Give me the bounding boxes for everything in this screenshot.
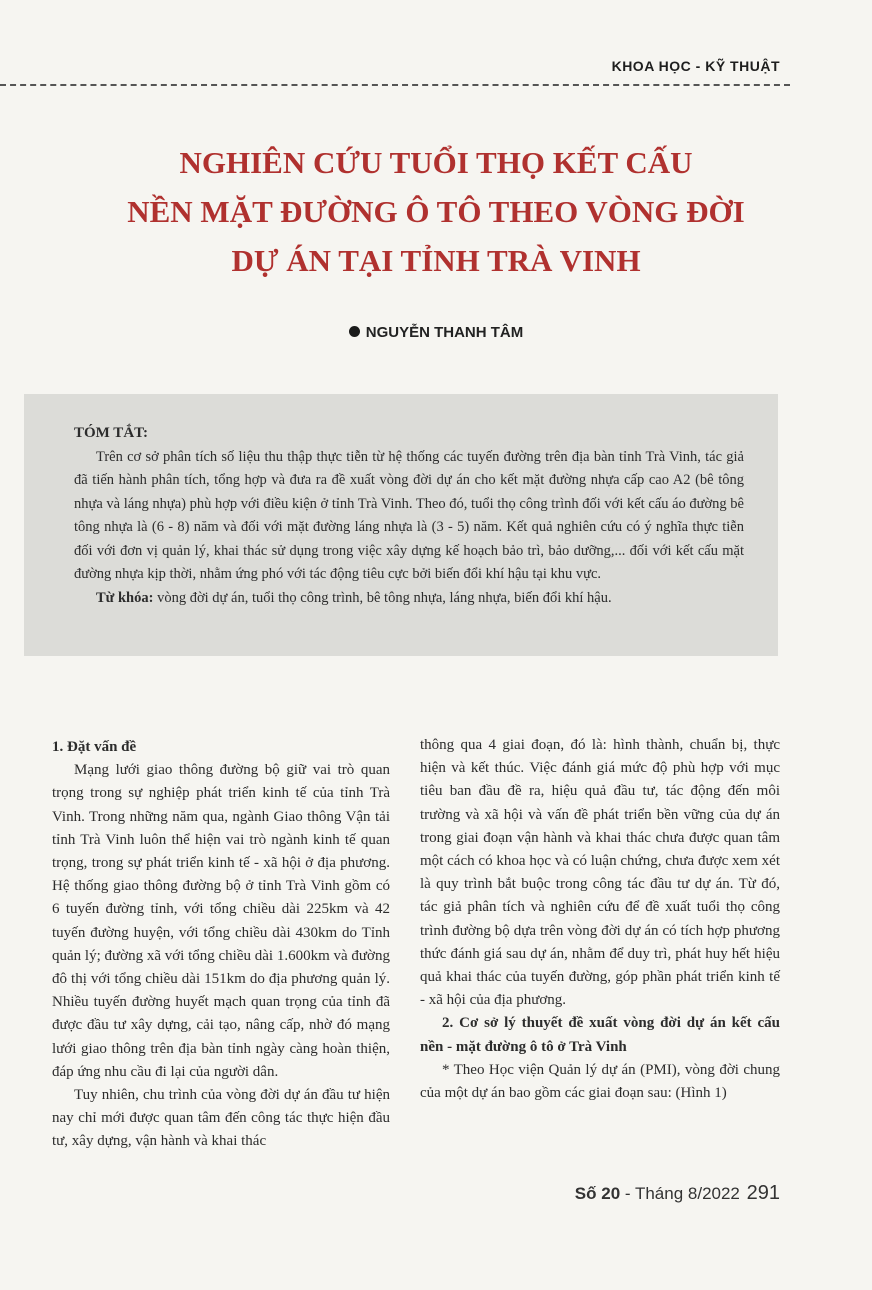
footer-separator: -	[620, 1184, 635, 1203]
page-number: 291	[746, 1182, 780, 1204]
abstract-box	[24, 394, 778, 656]
issue-date: Tháng 8/2022	[634, 1184, 740, 1203]
issue-number: Số 20	[574, 1184, 621, 1203]
bullet-icon	[349, 326, 360, 337]
header-rule	[0, 84, 790, 86]
keywords	[74, 587, 744, 611]
section-2-paragraph-1: * Theo Học viện Quản lý dự án (PMI), vòng đời chung của một dự án bao gồm các giai đoạn sau: (Hình 1)	[420, 1061, 780, 1102]
title-line-2: NỀN MẶT ĐƯỜNG Ô TÔ THEO VÒNG ĐỜI	[127, 194, 745, 229]
author-name: NGUYỄN THANH TÂM	[365, 324, 524, 341]
abstract-content	[74, 422, 744, 610]
section-2-heading: 2. Cơ sở lý thuyết đề xuất vòng đời dự án kết cấu nền - mặt đường ô tô ở Trà Vinh	[420, 1015, 780, 1055]
keywords-label: Từ khóa:	[96, 589, 154, 606]
page-footer	[575, 1182, 780, 1205]
right-column	[420, 734, 780, 1105]
section-1-paragraph-1: Mạng lưới giao thông đường bộ giữ vai trò quan trọng trong sự nghiệp phát triển kinh tế của tỉnh Trà Vinh. Trong những năm qua, ngành Giao thông Vận tải tỉnh Trà Vinh luôn thể hiện vai trò ngành kinh tế quan trọng, trong sự phát triển kinh tế - xã hội ở địa phương. Hệ thống giao thông đường bộ ở tỉnh Trà Vinh gồm có 6 tuyến đường tỉnh, với tổng chiều dài 225km và 42 tuyến đường huyện, với tổng chiều dài 430km do Tỉnh quản lý; đường xã với tổng chiều dài 1.600km và đường đô thị với tổng chiều dài 151km do địa phương quản lý. Nhiều tuyến đường huyết mạch quan trọng của tỉnh đã được đầu tư xây dựng, cải tạo, nâng cấp, nhờ đó mạng lưới giao thông trên địa bàn tỉnh ngày càng hoàn thiện, đáp ứng nhu cầu đi lại của người dân.	[52, 762, 390, 1080]
author-line	[0, 324, 872, 341]
section-label: KHOA HỌC - KỸ THUẬT	[611, 58, 780, 74]
section-1-heading: 1. Đặt vấn đề	[52, 739, 137, 755]
section-1-paragraph-2: Tuy nhiên, chu trình của vòng đời dự án đầu tư hiện nay chỉ mới được quan tâm đến công tác thực hiện đầu tư, xây dựng, vận hành và khai thác	[52, 1087, 390, 1150]
right-paragraph-1: thông qua 4 giai đoạn, đó là: hình thành, chuẩn bị, thực hiện và kết thúc. Việc đánh giá mức độ phù hợp với mục tiêu ban đầu đề ra, hiệu quả đầu tư, tác động đến môi trường và xã hội và vấn đề phát triển bền vững của dự án trong giai đoạn vận hành và khai thác chưa được quan tâm một cách có khoa học và có luận chứng, chưa được xem xét là quy trình bắt buộc trong công tác đầu tư dự án. Từ đó, tác giả phân tích và nghiên cứu để đề xuất tuổi thọ công trình đường bộ dựa trên vòng đời dự án có tích hợp phương thức đánh giá sau dự án, nhằm để duy trì, phát huy hết hiệu quả khai thác của tuyến đường, góp phần phát triển kinh tế - xã hội của địa phương.	[420, 737, 780, 1009]
keywords-text: vòng đời dự án, tuổi thọ công trình, bê tông nhựa, láng nhựa, biến đổi khí hậu.	[153, 589, 612, 606]
abstract-body: Trên cơ sở phân tích số liệu thu thập thực tiễn từ hệ thống các tuyến đường trên địa bàn tỉnh Trà Vinh, tác giả đã tiến hành phân tích, tổng hợp và đưa ra đề xuất vòng đời dự án cho kết mặt đường nhựa cấp cao A2 (bê tông nhựa và láng nhựa) phù hợp với điều kiện ở tỉnh Trà Vinh. Theo đó, tuổi thọ công trình đối với kết cấu áo đường bê tông nhựa là (6 - 8) năm và đối với mặt đường láng nhựa là (3 - 5) năm. Kết quả nghiên cứu có ý nghĩa thực tiễn đối với đơn vị quản lý, khai thác sử dụng trong việc xây dựng kế hoạch bảo trì, bảo dưỡng,... đối với kết cấu mặt đường nhựa kịp thời, nhằm ứng phó với tác động tiêu cực bởi biến đổi khí hậu tại khu vực.	[74, 448, 744, 582]
title-line-1: NGHIÊN CỨU TUỔI THỌ KẾT CẤU	[179, 145, 693, 180]
title-line-3: DỰ ÁN TẠI TỈNH TRÀ VINH	[231, 243, 641, 278]
left-column	[52, 736, 390, 1154]
abstract-heading: TÓM TẮT:	[74, 425, 149, 441]
article-title	[0, 138, 872, 285]
